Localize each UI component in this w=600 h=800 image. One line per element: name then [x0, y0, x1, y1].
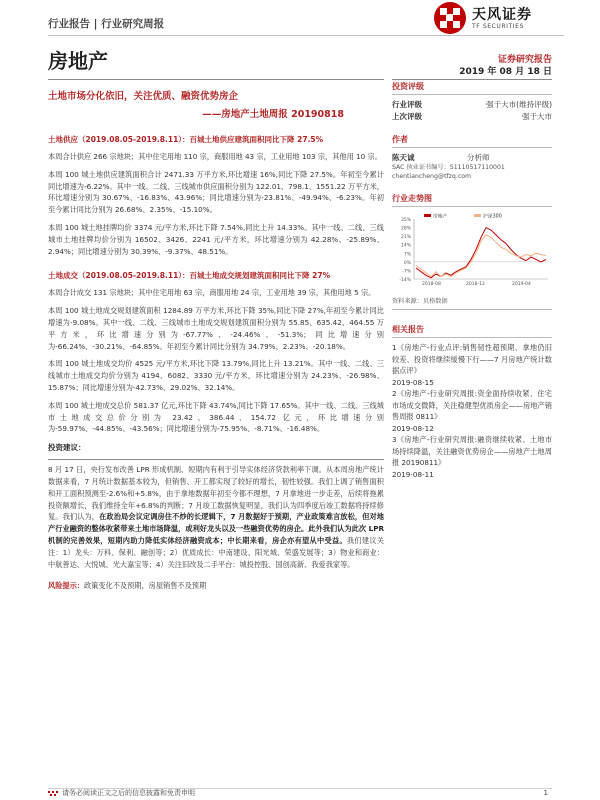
related-report-date: 2019-08-12: [392, 423, 434, 433]
author-name: 陈天诚: [392, 153, 415, 162]
divider: [392, 147, 552, 148]
related-report[interactable]: [392, 434, 552, 480]
author: [392, 152, 552, 163]
legend-label: 沪深300: [483, 214, 502, 220]
land-supply-heading: 土地供应（2019.08.05-2019.8.11）：百城土地供应建筑面积同比下降 27.5%: [48, 135, 324, 144]
logo: [434, 2, 560, 36]
logo-subtext: TF SECURITIES: [472, 23, 524, 30]
logo-text: 天风证券: [472, 7, 532, 23]
investment-text: 8 月 17 日，央行发布改善 LPR 形成机制、短期内有利于引导实体经济贷款利率下调。从本周房地产统计数据来看，7 月统计数据基本较为，但销售、开工都实现了较好的增长，韧性较强。我们上调了销售面积和开工面积预测至-2.6%和+5.8%，由于拿地数据年初至今都不理想，7 月拿地进一步走差，后续将拖累投资额增长，我们维持全年+6.8%的判断；7 月竣工数据恢复明显，我们认为四季度后竣工数据将持续修复。我们认为，: [48, 465, 384, 522]
trend-title: 行业走势图: [392, 194, 432, 203]
x-tick-label: 2018-08: [422, 282, 441, 287]
x-tick-label: 2019-04: [512, 282, 531, 287]
land-transaction-heading: 土地成交（2019.08.05-2019.8.11）：百城土地成交规划建筑面积同比下降 27%: [48, 271, 331, 281]
series-line: [416, 235, 546, 277]
main-divider: [48, 79, 384, 80]
related-report-title[interactable]: 3《房地产-行业研究周报:融资继续收紧、土地市场持续降温，关注融资优势房企——房地产土地周报 20190811》: [392, 435, 552, 467]
divider: [392, 337, 552, 338]
paragraph: 本周合计成交 131 宗地块；其中住宅用地 63 宗，商服用地 24 宗，工业用地 39 宗，其他用地 5 宗。: [48, 288, 376, 298]
paragraph: 本周 100 城土地成交均价 4525 元/平方米,环比下降 13.79%,同比上升 13.21%。其中一线、二线、三线城市土地成交均价分别为 4194、6082、3330 元/平方米，环比增速分别为 24.23%、-26.98%、15.87%；同比增速分别为-42.73%、29.02%、32.14%。: [48, 359, 384, 392]
related-report-title[interactable]: 1《房地产-行业点评:销售韧性超预期、拿地仍旧较差、投资将继续缓慢下行——7 月房地产统计数据点评》: [392, 343, 552, 375]
rating-row: [392, 99, 552, 111]
y-tick-label: -7%: [402, 269, 411, 275]
rating-value: 强于大市: [522, 111, 552, 121]
footer-dots-icon: [48, 790, 58, 797]
related-report-date: 2019-08-15: [392, 377, 434, 387]
risk-notice: [48, 580, 384, 591]
divider: [48, 459, 384, 460]
rating-title: 投资评级: [392, 82, 424, 91]
related-report[interactable]: [392, 388, 552, 434]
paragraph: 本周合计供应 266 宗地块；其中住宅用地 110 宗，商服用地 43 宗，工业用地 103 宗，其他用 10 宗。: [48, 152, 382, 161]
y-tick-label: 14%: [400, 243, 411, 249]
divider: [392, 206, 552, 207]
paragraph: 本周 100 城土地供应建筑面积合计 2471.33 万平方米,环比增速 16%,同比下降 27.5%。年初至今累计同比增速为-6.22%。其中一线、二线、三线城市供应面积分别为 122.01、798.1、1551.22 万平方米，环比增速分别为 30.67%、-16.83%、43.96%；同比增速分别为-23.81%、-49.94%、-6.23%。年初至今累计同比分别为 26.68%、2.35%、-15.10%。: [48, 169, 384, 215]
page-number: 1: [543, 789, 548, 797]
related-report-title[interactable]: 2《房地产-行业研究周报:资金面持续收紧、住宅市场成交微降，关注稳健型优质房企——房地产销售周报 0811》: [392, 389, 552, 421]
legend-swatch: [424, 214, 431, 217]
header-divider: [48, 35, 564, 36]
author-sac: SAC 执业证书编号：S1110517110001: [392, 164, 505, 171]
rating-value: 强于大市(维持评级): [486, 100, 552, 109]
legend-swatch: [474, 214, 481, 217]
section-title: 房地产: [48, 49, 108, 73]
related-report-date: 2019-08-11: [392, 469, 434, 479]
paragraph: 本周 100 城土地成交总价 581.37 亿元,环比下降 43.74%,同比下降 17.65%。其中一线、二线、三线城市土地成交总价分别为 23.42、386.44、154.72 亿元，环比增速分别为-59.97%、-44.85%、-43.56%；同比增速分别为-75.95%、-8.71%、-16.48%。: [48, 400, 384, 434]
y-tick-label: 28%: [400, 226, 411, 232]
headline-subtitle: ——房地产土地周报 20190818: [202, 109, 344, 120]
headline: 土地市场分化依旧，关注优质、融资优势房企: [48, 91, 239, 102]
main-column: [48, 126, 384, 591]
y-tick-label: 21%: [400, 235, 411, 241]
risk-label: 风险提示：: [48, 581, 84, 591]
y-tick-label: 7%: [403, 252, 411, 258]
paragraph: 本周 100 城土地挂牌均价 3374 元/平方米,环比下降 7.54%,同比上升 14.33%。其中一线、二线、三线城市土地挂牌均价分别为 16502、3426、2241 元/平方米，环比增速分别为 42.28%、-25.89%、2.94%；同比增速分别为 30.39%、-9.37%、48.51%。: [48, 222, 384, 256]
rating-key: 行业评级: [392, 100, 422, 109]
rating-key: 上次评级: [392, 111, 422, 121]
investment-advice-label: 投资建议：: [48, 443, 86, 453]
x-tick-label: 2018-12: [466, 282, 485, 287]
related-report[interactable]: [392, 342, 552, 388]
side-column: [392, 80, 552, 480]
risk-text: 政策变化不及预期，房屋销售不及预期: [83, 581, 207, 591]
legend-label: 房地产: [433, 214, 448, 220]
divider: [392, 94, 552, 95]
rating-row: [392, 111, 552, 123]
y-tick-label: 35%: [400, 218, 411, 223]
investment-text: 我们建议关注：1）龙头：万科、保利、融创等；2）优质成长：中南建设、阳光城、荣盛发展等；3）物业和商业：中航善达、大悦城、光大嘉宝等；4）关注旧改及二手平台：城投控股、国创高新、我爱我家等。: [48, 535, 384, 569]
footer-note: 请务必阅读正文之后的信息披露和免责申明: [62, 789, 195, 797]
header-title: 行业报告 | 行业研究周报: [48, 18, 165, 30]
series-line: [416, 228, 546, 278]
author-email: chentiancheng@tfzq.com: [392, 173, 472, 180]
related-title: 相关报告: [392, 325, 424, 334]
divider: [392, 309, 552, 310]
investment-emphasis: 在政治局会议定调房住不炒的长逻辑下，7 月数据好于预期，产业政策难言放松，但对地产行业融资的整体收紧带来土地市场降温，或利好龙头以及一些融资优势的房企。此外我们认为此次 LPR 机制的完善效果，短期内助力降低实体经济融资成本；中长期来看，房企亦有望从中受益。: [48, 512, 384, 545]
y-tick-label: 0%: [403, 260, 411, 266]
logo-icon: [434, 2, 466, 34]
author-title: 作者: [392, 135, 408, 144]
report-type: 证券研究报告: [497, 55, 552, 65]
author-role: 分析师: [467, 153, 490, 162]
paragraph: 本周 100 城土地成交规划建筑面积 1284.89 万平方米,环比下降 35%,同比下降 27%,年初至今累计同比增速为-9.08%。其中一线、二线、三线城市土地成交规划建筑面积分别为 55.85、635.42、464.55 万平方米，环比增速分别为-67.77%、-24.46%、-51.3%；同比增速分别为-66.24%、-30.21%、-64.85%。年初至今累计同比分别为 34.79%、2.23%、-20.18%。: [48, 306, 384, 351]
report-date: 2019 年 08 月 18 日: [459, 67, 552, 77]
trend-chart: [392, 211, 552, 291]
chart-source: 资料来源：贝格数据: [392, 298, 448, 305]
y-tick-label: -14%: [399, 278, 411, 283]
investment-advice: [48, 464, 384, 570]
